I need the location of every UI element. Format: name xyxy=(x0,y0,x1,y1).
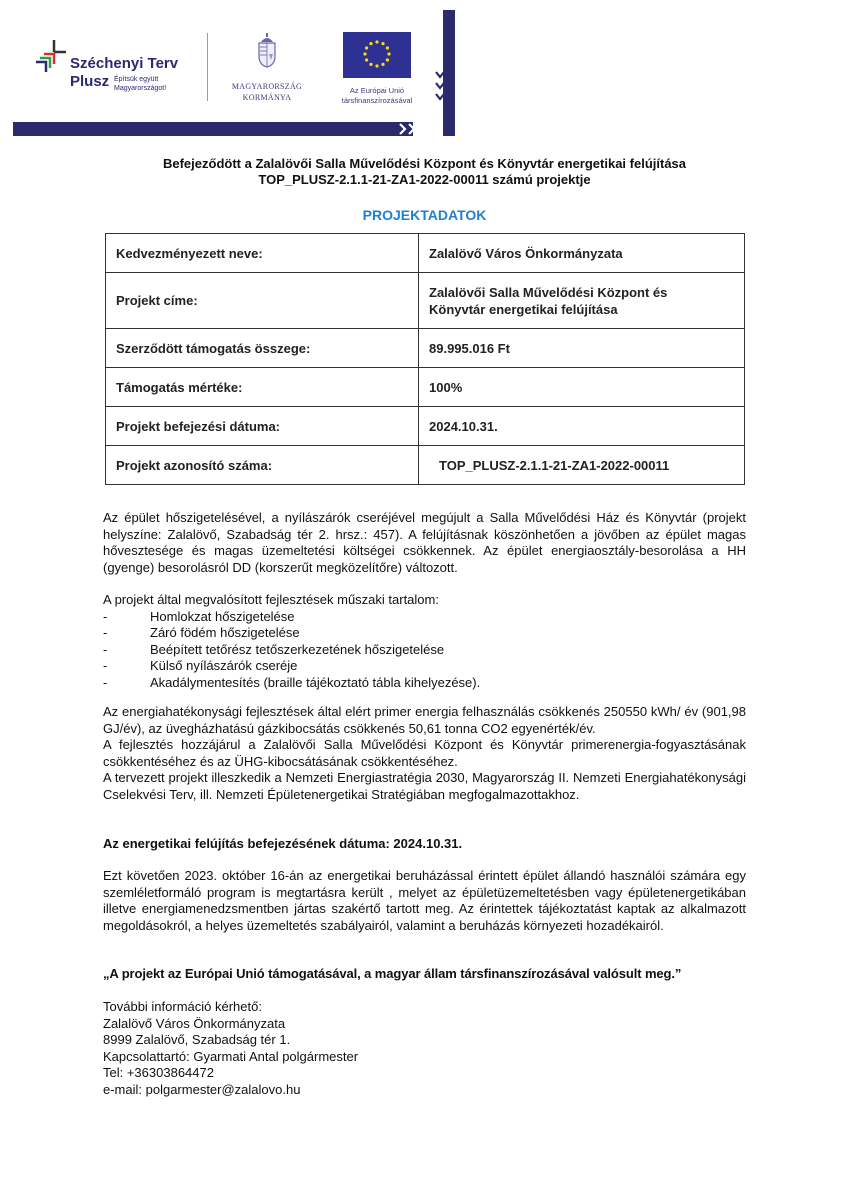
table-row xyxy=(106,329,745,368)
government-line-1: MAGYARORSZÁG xyxy=(231,82,303,91)
eu-logo xyxy=(327,32,427,106)
contact-organization: Zalalövő Város Önkormányzata xyxy=(103,1015,286,1031)
project-data-table xyxy=(105,233,745,485)
slogan-line-1: Építsük együtt xyxy=(114,76,159,83)
intro-paragraph: Az épület hőszigetelésével, a nyílászárók cseréjével megújult a Salla Művelődési Ház és Könyvtár (projekt helyszíne: Zalalövő, Szabadság tér 2. hrsz.: 457). A felújításnak köszönhetően a jövőben az épület magas hővesztesége és magas üzemeltetési költségei csökkennek. Az épület energiaosztály-besorolása a HH (gyenge) besorolásról DD (korszerűt megközelítőre) változott. xyxy=(103,510,746,575)
chevrons-down-icon xyxy=(435,70,445,110)
table-value: 2024.10.31. xyxy=(419,407,745,446)
technical-items-list xyxy=(103,609,746,692)
completion-date-statement: Az energetikai felújítás befejezésének dátuma: 2024.10.31. xyxy=(103,836,463,851)
logo-divider xyxy=(207,33,208,101)
table-label: Projekt címe: xyxy=(106,273,419,329)
energy-paragraph-1: Az energiahatékonysági fejlesztések által elért primer energia felhasználás csökkenés 250550 kWh/ év (901,98 GJ/év), az üvegházhatású gázkibocsátás csökkenés 50,61 tonna CO2 egyenérték/év. xyxy=(103,704,746,736)
title-line-1: Befejeződött a Zalalövői Salla Művelődési Központ és Könyvtár energetikai felújítása xyxy=(162,156,687,171)
contact-person: Kapcsolattartó: Gyarmati Antal polgármester xyxy=(103,1048,359,1064)
table-value: Zalalövő Város Önkormányzata xyxy=(419,234,745,273)
szechenyi-plus: Plusz xyxy=(70,73,110,90)
contact-address: 8999 Zalalövő, Szabadság tér 1. xyxy=(103,1032,291,1047)
table-label: Kedvezményezett neve: xyxy=(106,234,419,273)
list-item: - Akadálymentesítés (braille tájékoztató tábla kihelyezése). xyxy=(103,674,481,690)
table-row xyxy=(106,446,745,485)
table-label: Támogatás mértéke: xyxy=(106,368,419,407)
list-intro: A projekt által megvalósított fejlesztések műszaki tartalom: xyxy=(103,592,439,607)
szechenyi-cross-icon xyxy=(34,38,68,72)
table-row xyxy=(106,407,745,446)
contact-block xyxy=(103,999,746,1098)
list-item: - Külső nyílászárók cseréje xyxy=(103,658,298,673)
eu-text xyxy=(327,86,427,106)
government-text xyxy=(222,81,312,103)
table-row xyxy=(106,234,745,273)
table-value: Zalalövői Salla Művelődési Központ és Könyvtár energetikai felújítása xyxy=(419,273,745,329)
energy-paragraph-3: A tervezett projekt illeszkedik a Nemzeti Energiastratégia 2030, Magyarország II. Nemzeti Energiahatékonysági Cselekvési Terv, ill. Nemzeti Épületenergetikai Stratégiában megfogalmazottakhoz. xyxy=(103,770,746,802)
eu-flag-icon xyxy=(343,32,411,78)
list-item: - Homlokzat hőszigetelése xyxy=(103,608,295,624)
title-line-2: TOP_PLUSZ-2.1.1-21-ZA1-2022-00011 számú projektje xyxy=(258,172,591,187)
contact-email[interactable]: e-mail: polgarmester@zalalovo.hu xyxy=(103,1081,301,1097)
table-row xyxy=(106,368,745,407)
table-value: TOP_PLUSZ-2.1.1-21-ZA1-2022-00011 xyxy=(419,446,745,485)
eu-line-2: társfinanszírozásával xyxy=(341,96,413,105)
government-line-2: KORMÁNYA xyxy=(242,93,292,102)
contact-phone: Tel: +36303864472 xyxy=(103,1065,214,1080)
hungarian-coat-of-arms-icon xyxy=(255,32,279,68)
banner-bottom-bar xyxy=(13,122,413,136)
szechenyi-title: Széchenyi Terv xyxy=(70,55,179,72)
szechenyi-slogan xyxy=(114,75,184,93)
hungarian-government-logo xyxy=(222,32,312,103)
chevrons-right-icon xyxy=(398,123,438,135)
table-label: Projekt befejezési dátuma: xyxy=(106,407,419,446)
table-label: Szerződött támogatás összege: xyxy=(106,329,419,368)
list-item: - Záró födém hőszigetelése xyxy=(103,625,300,640)
header-banner xyxy=(0,0,460,140)
followup-paragraph: Ezt követően 2023. október 16-án az energetikai beruházással érintett épület állandó használói számára egy szemléletformáló program is megtartásra került , melyet az épületüzemeltetésben vagy épületenergetikában illetve energiamenedzsmentben jártas szakértő tartott meg. Az érintettek tájékoztatást kaptak az alkalmazott megoldásokról, a helyes üzemeltetés szabályairól, valamint a beruházás környezeti hozadékairól. xyxy=(103,868,746,933)
table-label: Projekt azonosító száma: xyxy=(106,446,419,485)
energy-paragraph-2: A fejlesztés hozzájárul a Zalalövői Salla Művelődési Központ és Könyvtár primerenergia-fogyasztásának csökkentéséhez és az ÜHG-kibocsátásának csökkentéséhez. xyxy=(103,737,746,769)
section-heading: PROJEKTADATOK xyxy=(362,207,487,223)
contact-intro: További információ kérhető: xyxy=(103,999,262,1014)
energy-section xyxy=(103,704,746,803)
table-value: 100% xyxy=(419,368,745,407)
eu-funding-statement: „A projekt az Európai Unió támogatásával, a magyar állam társfinanszírozásával valósult meg.” xyxy=(103,966,682,981)
technical-content-section xyxy=(103,592,746,691)
eu-line-1: Az Európai Unió xyxy=(349,86,405,95)
table-value: 89.995.016 Ft xyxy=(419,329,745,368)
slogan-line-2: Magyarországot! xyxy=(114,85,167,92)
table-row xyxy=(106,273,745,329)
document-title xyxy=(0,156,849,188)
list-item: - Beépített tetőrész tetőszerkezetének hőszigetelése xyxy=(103,641,445,657)
